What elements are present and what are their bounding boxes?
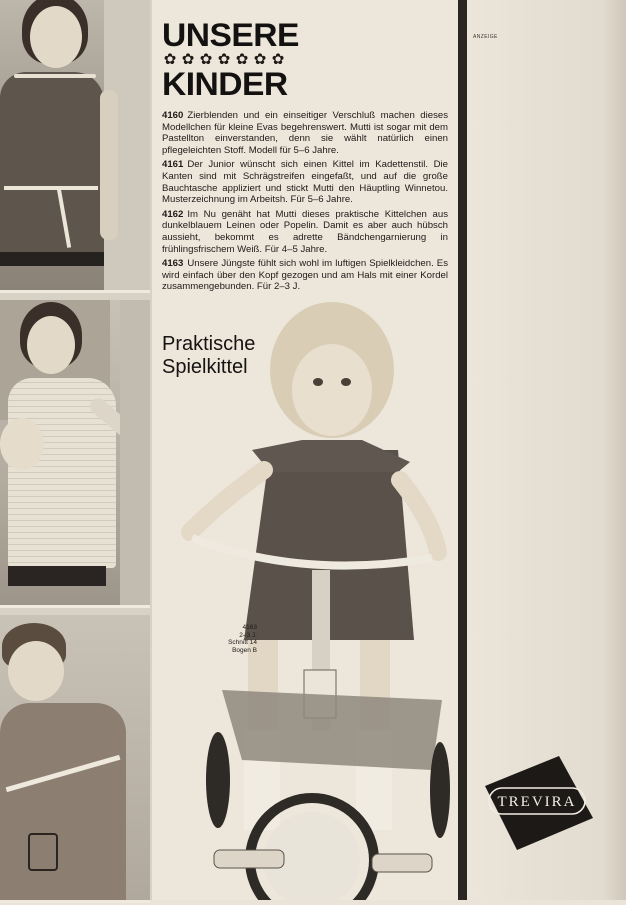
description-text: Unsere Jüngste fühlt sich wohl im luftigen Spielkleidchen. Es wird einfach über den Kopf gezogen und am Hals mit einer Kordel zusammengebunden. Für 2–3 J. (162, 258, 448, 293)
flower-icon: ✿ (163, 51, 177, 68)
photo-column (0, 0, 152, 900)
child-face (8, 641, 64, 701)
toddler-illustration (152, 300, 458, 900)
caption-age: 2–3 J. (239, 631, 257, 639)
child-arm (100, 90, 118, 240)
toddler-face (292, 344, 372, 436)
smock-dress (0, 72, 104, 262)
description-text: Zierblenden und ein einseitiger Verschluß machen dieses Modellchen für kleine Evas begehrenswert. Mutti ist sogar mit dem Pastellton einverstanden, denn sie wählt natürlich einen pflegeleichten Stoff. Modell für 5–6 Jahre. (162, 110, 448, 156)
photo-boy-4162 (0, 615, 150, 903)
column-divider (458, 0, 467, 900)
description-text: Im Nu genäht hat Mutti dieses praktische Kittelchen aus dunkelblauem Leinen oder Popelin. Damit es aber auch hübsch aussieht, bekommt es adrette Bändchengarnierung in frühlingsfrischem Weiß. Für 4–5 Jahre. (162, 208, 448, 255)
main-column (152, 0, 458, 900)
description-4162 (162, 209, 448, 255)
description-4160 (162, 110, 448, 156)
model-number: 4160 (162, 110, 184, 121)
description-4163 (162, 258, 448, 293)
toddler-arm-left (190, 470, 264, 532)
child-face (30, 6, 82, 68)
model-number: 4162 (162, 208, 184, 220)
model-descriptions (162, 110, 448, 296)
toddler-arm-right (400, 480, 438, 552)
title-unsere: UNSERE (162, 17, 299, 53)
caption-sheet: Bogen B (232, 646, 257, 654)
trevira-logo (475, 752, 599, 852)
flower-icon: ✿ (181, 51, 195, 68)
advert-label: ANZEIGE (473, 34, 498, 40)
model-number: 4161 (162, 159, 184, 171)
model-number: 4163 (162, 258, 184, 270)
boy-smock (0, 703, 126, 900)
caption-model: 4163 (242, 624, 257, 631)
description-text: Der Junior wünscht sich einen Kittel im Kadettenstil. Die Kanten sind mit Schrägstreifen eingefaßt, und auf die große Bauchtasche appliziert und stickt Mutti den Häuptling Winnetou. Musterzeichnung im Arbeitsh. Für 5–6 Jahre. (162, 159, 448, 206)
flower-ornament-row (162, 53, 292, 67)
flower-icon: ✿ (235, 51, 249, 68)
skirt-hem (0, 252, 104, 266)
title-block (162, 17, 299, 102)
belt (4, 186, 98, 190)
subheading-line1: Praktische (162, 333, 256, 355)
advert-column (467, 0, 626, 900)
tricycle-basket (222, 690, 442, 770)
flower-icon: ✿ (253, 51, 267, 68)
photo-toddler-tricycle (152, 300, 458, 900)
pocket-appliqué (28, 833, 58, 871)
photo-caption (187, 624, 257, 654)
flower-icon: ✿ (217, 51, 231, 68)
rear-wheel-right (430, 742, 450, 838)
collar-trim (14, 74, 96, 78)
background-wall (120, 300, 150, 605)
caption-pattern: Schnitt 14 (228, 639, 257, 646)
child-face (27, 316, 75, 374)
skirt (8, 566, 106, 586)
flower-icon: ✿ (271, 51, 285, 68)
subheading-line2: Spielkittel (162, 356, 248, 378)
flower-icon: ✿ (199, 51, 213, 68)
photo-girl-4160 (0, 0, 150, 293)
photo-girl-4161 (0, 300, 150, 608)
doll-head (0, 418, 44, 470)
rear-wheel-left (206, 732, 230, 828)
title-kinder: KINDER (162, 66, 288, 102)
logo-text: TREVIRA (497, 793, 577, 810)
description-4161 (162, 159, 448, 205)
